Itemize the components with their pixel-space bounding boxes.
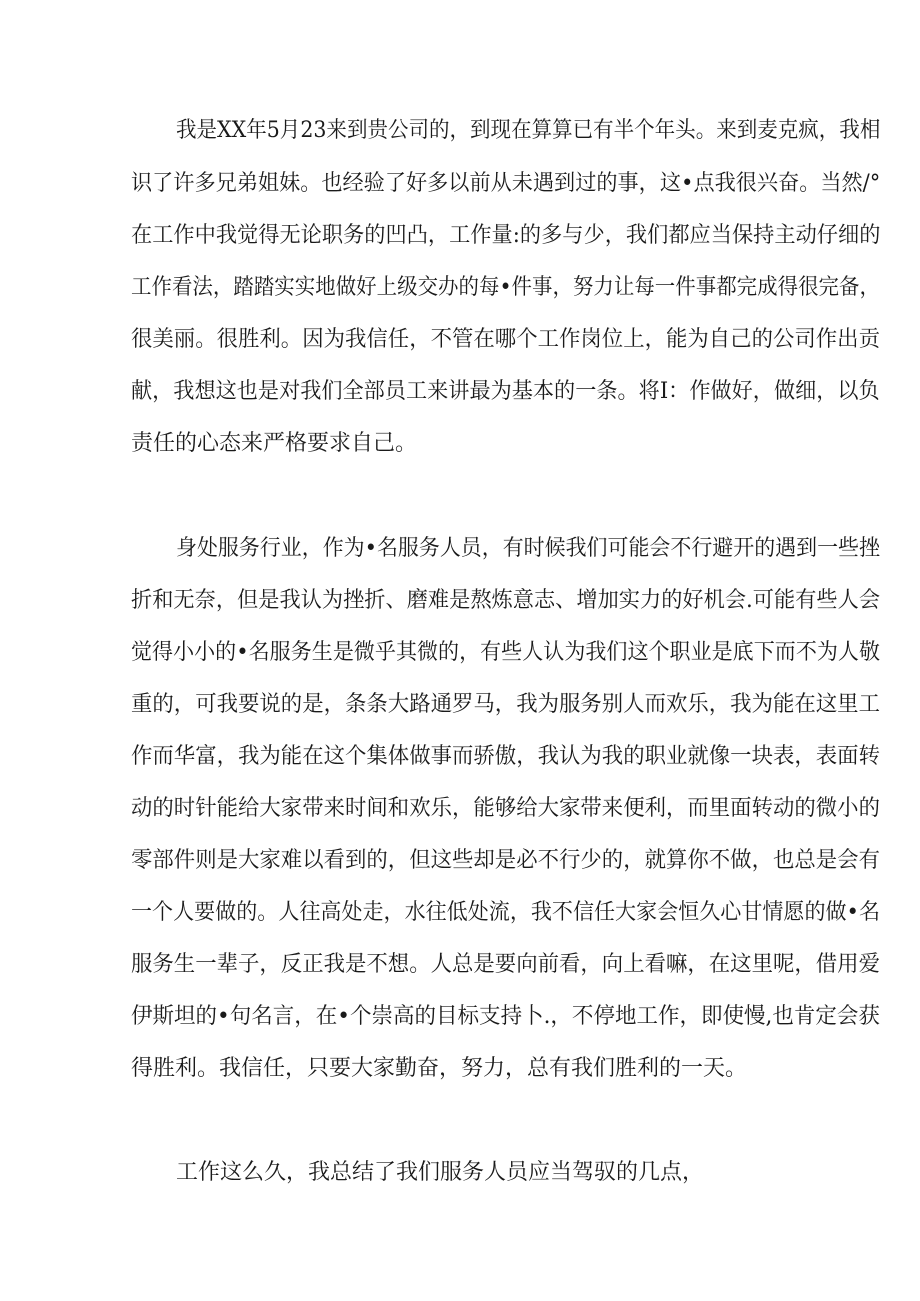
paragraph-2-line-4: 重的，可我要说的是，条条大路通罗马，我为服务别人而欢乐，我为能在这里工 — [131, 692, 880, 717]
paragraph-1-line-1: 我是XX年5月23来到贵公司的，到现在算算已有半个年头。来到麦克疯，我相 — [176, 118, 881, 143]
paragraph-2-line-7: 零部件则是大家难以看到的，但这些却是必不行少的，就算你不做，也总是会有 — [131, 848, 880, 873]
paragraph-2-line-8: 一个人要做的。人往高处走，水往低处流，我不信任大家会恒久心甘情愿的做•名 — [131, 900, 881, 925]
paragraph-1-line-2: 识了许多兄弟姐妹。也经验了好多以前从未遇到过的事，这•点我很兴奋。当然/° — [131, 171, 881, 196]
paragraph-1-line-4: 工作看法，踏踏实实地做好上级交办的每•件事，努力让每一件事都完成得很完备， — [131, 275, 880, 300]
paragraph-3-line-1: 工作这么久，我总结了我们服务人员应当驾驭的几点， — [176, 1160, 705, 1185]
paragraph-2-line-2: 折和无奈，但是我认为挫折、磨难是熬炼意志、增加实力的好机会.可能有些人会 — [131, 588, 881, 613]
paragraph-1-line-3: 在工作中我觉得无论职务的凹凸，工作量:的多与少，我们都应当保持主动仔细的 — [131, 223, 881, 248]
paragraph-1-line-5: 很美丽。很胜利。因为我信任，不管在哪个工作岗位上，能为自己的公司作出贡 — [131, 327, 880, 352]
paragraph-2-line-11: 得胜利。我信任，只要大家勤奋，努力，总有我们胜利的一天。 — [131, 1056, 748, 1081]
paragraph-2-line-6: 动的时针能给大家带来时间和欢乐，能够给大家带来便利，而里面转动的微小的 — [131, 796, 880, 821]
paragraph-2-line-3: 觉得小小的•名服务生是微乎其微的，有些人认为我们这个职业是底下而不为人敬 — [131, 640, 881, 665]
paragraph-2-line-9: 服务生一辈子，反正我是不想。人总是要向前看，向上看嘛，在这里呢，借用爱 — [131, 952, 880, 977]
paragraph-2-line-5: 作而华富，我为能在这个集体做事而骄傲，我认为我的职业就像一块表，表面转 — [131, 744, 880, 769]
paragraph-2-line-1: 身处服务行业，作为•名服务人员，有时候我们可能会不行避开的遇到一些挫 — [176, 536, 880, 561]
paragraph-1-line-7: 责任的心态来严格要求自己。 — [131, 431, 418, 456]
paragraph-2-line-10: 伊斯坦的•句名言，在•个崇高的目标支持卜.，不停地工作，即使慢,也肯定会获 — [131, 1004, 880, 1029]
paragraph-1-line-6: 献，我想这也是对我们全部员工来讲最为基本的一条。将I：作做好，做细，以负 — [131, 379, 880, 404]
